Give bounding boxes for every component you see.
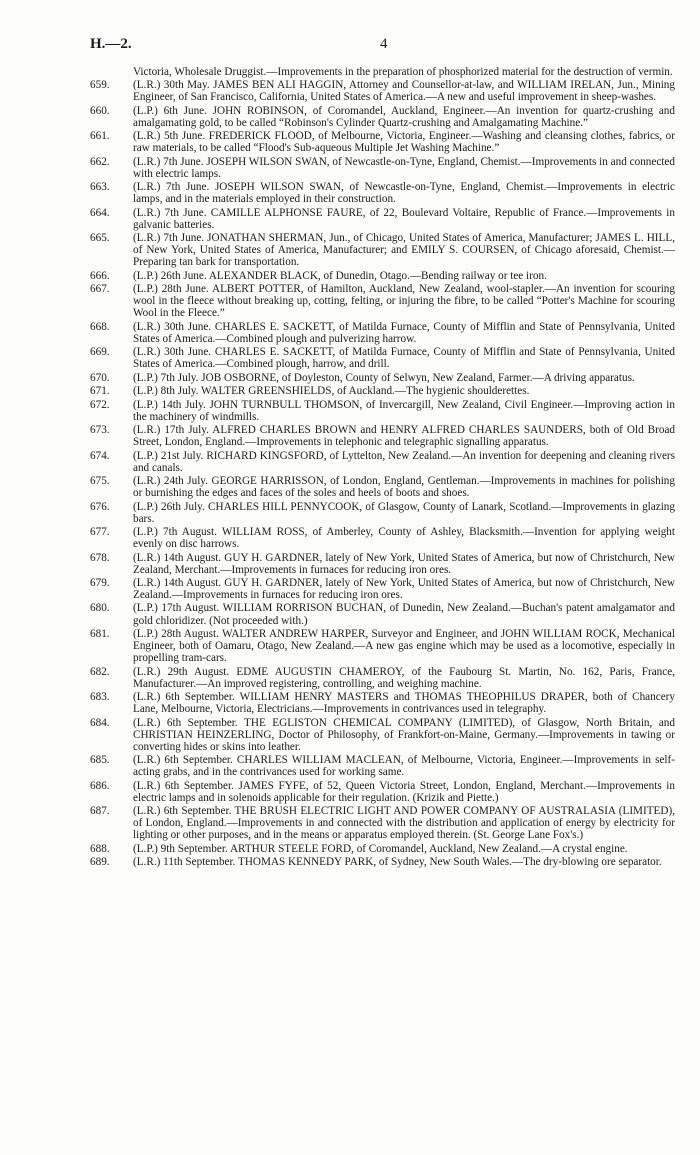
entry-number: 672. xyxy=(90,398,110,411)
entry-number: 682. xyxy=(90,665,110,678)
page-header xyxy=(90,36,620,56)
entry-number: 670. xyxy=(90,371,110,384)
entry-number: 669. xyxy=(90,346,110,359)
paper-code: H.—2. xyxy=(90,36,132,52)
list-item xyxy=(90,526,675,550)
entry-number: 667. xyxy=(90,283,110,296)
entry-number: 687. xyxy=(90,805,110,818)
entry-number: 686. xyxy=(90,779,110,792)
entry-text: (L.R.) 7th June. JOSEPH WILSON SWAN, of Newcastle-on-Tyne, England, Chemist.—Improvements in and connected with electric lamps. xyxy=(133,155,675,180)
entry-number: 676. xyxy=(90,500,110,513)
page-number: 4 xyxy=(380,36,388,52)
list-item xyxy=(90,501,675,525)
list-item xyxy=(90,270,675,282)
entry-number: 671. xyxy=(90,385,110,398)
entry-text: (L.R.) 6th September. CHARLES WILLIAM MACLEAN, of Melbourne, Victoria, Engineer.—Improvements in self-acting grabs, and in the contrivances used for working same. xyxy=(133,754,675,779)
list-item xyxy=(90,691,675,715)
list-item xyxy=(90,283,675,319)
entry-text: (L.R.) 29th August. EDME AUGUSTIN CHAMEROY, of the Faubourg St. Martin, No. 162, Paris, France, Manufacturer.—An improved registering, controlling, and weighing machine. xyxy=(133,665,675,690)
entry-number: 681. xyxy=(90,627,110,640)
entry-number: 666. xyxy=(90,269,110,282)
entry-text: (L.R.) 7th June. JONATHAN SHERMAN, Jun., of Chicago, United States of America, Manufacturer; JAMES L. HILL, of New York, United States of America, Manufacturer; and EMILY S. COURSEN, of Chicago aforesaid, Chemist.—Preparing tan bark for transportation. xyxy=(133,232,675,269)
entry-number: 678. xyxy=(90,551,110,564)
entry-number: 684. xyxy=(90,716,110,729)
list-item xyxy=(90,207,675,231)
entry-text: (L.R.) 30th June. CHARLES E. SACKETT, of Matilda Furnace, County of Mifflin and State of Pennsylvania, United States of America.—Combined plough, harrow, and drill. xyxy=(133,346,675,371)
entry-text: (L.R.) 6th September. THE BRUSH ELECTRIC LIGHT AND POWER COMPANY OF AUSTRALASIA (LIMITED), of London, England.—Improvements in and connected with the distribution and application of energy by electricity for lighting or other purposes, and in the means or apparatus employed therein. (St. George Lane Fox's.) xyxy=(133,805,675,842)
entry-number: 660. xyxy=(90,104,110,117)
list-item xyxy=(90,666,675,690)
entry-number: 683. xyxy=(90,691,110,704)
entry-number: 674. xyxy=(90,449,110,462)
list-item xyxy=(90,156,675,180)
entry-text: (L.R.) 14th August. GUY H. GARDNER, lately of New York, United States of America, but now of Christchurch, New Zealand.—Improvements in furnaces for reducing iron ores. xyxy=(133,576,675,602)
entry-text: (L.P.) 7th August. WILLIAM ROSS, of Amberley, County of Ashley, Blacksmith.—Invention for applying weight evenly on disc harrows. xyxy=(133,526,675,551)
entry-text: (L.P.) 26th June. ALEXANDER BLACK, of Dunedin, Otago.—Bending railway or tee iron. xyxy=(133,269,547,282)
entry-text: (L.R.) 30th June. CHARLES E. SACKETT, of Matilda Furnace, County of Mifflin and State of Pennsylvania, United States of America.—Combined plough and pulverizing harrow. xyxy=(133,320,675,345)
entry-number: 664. xyxy=(90,206,110,219)
list-item xyxy=(90,856,675,868)
entry-text: (L.P.) 8th July. WALTER GREENSHIELDS, of Auckland.—The hygienic shoulderettes. xyxy=(133,385,530,398)
entry-text: (L.P.) 21st July. RICHARD KINGSFORD, of Lyttelton, New Zealand.—An invention for deepening and cleaning rivers and canals. xyxy=(133,449,675,474)
entry-number: 680. xyxy=(90,602,110,615)
entry-number: 662. xyxy=(90,155,110,168)
entry-number: 677. xyxy=(90,526,110,539)
entry-text: (L.R.) 6th September. JAMES FYFE, of 52, Queen Victoria Street, London, England, Merchant.—Improvements in electric lamps and in solenoids applicable for their regulation. (Krizik and Piette.) xyxy=(133,779,675,804)
list-item xyxy=(90,843,675,855)
list-item xyxy=(90,105,675,129)
list-item xyxy=(90,79,675,103)
entry-text: (L.P.) 26th July. CHARLES HILL PENNYCOOK, of Glasgow, County of Lanark, Scotland.—Improvements in glazing bars. xyxy=(133,500,675,525)
entry-text: (L.R.) 14th August. GUY H. GARDNER, lately of New York, United States of America, but now of Christchurch, New Zealand, Merchant.—Improvements in furnaces for reducing iron ores. xyxy=(133,551,675,576)
entry-text: (L.R.) 5th June. FREDERICK FLOOD, of Melbourne, Victoria, Engineer.—Washing and cleansing clothes, fabrics, or raw materials, to be called “Flood's Sub-aqueous Multiple Jet Washing Machine.” xyxy=(133,130,675,155)
entry-number: 665. xyxy=(90,232,110,245)
patent-list xyxy=(90,66,675,869)
entry-text: (L.R.) 30th May. JAMES BEN ALI HAGGIN, Attorney and Counsellor-at-law, and WILLIAM IRELAN, Jun., Mining Engineer, of San Francisco, California, United States of America.—A new and useful improvement in sheep-washes. xyxy=(133,79,675,104)
entry-text: (L.P.) 28th June. ALBERT POTTER, of Hamilton, Auckland, New Zealand, wool-stapler.—An invention for scouring wool in the fleece without breaking up, cotting, felting, or injuring the fibre, to be called “Potter's Machine for scouring Wool in the Fleece.” xyxy=(133,283,675,320)
list-item xyxy=(90,181,675,205)
list-item xyxy=(90,780,675,804)
entry-text: (L.P.) 7th July. JOB OSBORNE, of Doyleston, County of Selwyn, New Zealand, Farmer.—A driving apparatus. xyxy=(133,371,635,384)
list-item xyxy=(90,602,675,626)
list-item xyxy=(90,130,675,154)
entry-text: (L.R.) 6th September. THE EGLISTON CHEMICAL COMPANY (LIMITED), of Glasgow, North Britain, and CHRISTIAN HEINZERLING, Doctor of Philosophy, of Frankfort-on-Maine, Germany.—Improvements in tawing or converting hides or skins into leather. xyxy=(133,716,675,753)
list-item xyxy=(90,232,675,268)
list-item xyxy=(90,450,675,474)
list-item xyxy=(90,552,675,576)
entry-number: 675. xyxy=(90,475,110,488)
list-item xyxy=(90,321,675,345)
list-item xyxy=(90,372,675,384)
list-item xyxy=(90,577,675,601)
entry-text: Victoria, Wholesale Druggist.—Improvements in the preparation of phosphorized material for the destruction of vermin. xyxy=(133,66,673,78)
entry-number: 679. xyxy=(90,576,110,589)
entry-number: 668. xyxy=(90,320,110,333)
entry-number: 688. xyxy=(90,842,110,855)
list-item xyxy=(90,754,675,778)
entry-number: 673. xyxy=(90,424,110,437)
list-item xyxy=(90,424,675,448)
list-item xyxy=(90,805,675,841)
list-item xyxy=(90,385,675,397)
list-item xyxy=(90,475,675,499)
list-item xyxy=(90,628,675,664)
list-item xyxy=(90,717,675,753)
entry-text: (L.R.) 7th June. CAMILLE ALPHONSE FAURE, of 22, Boulevard Voltaire, Republic of France.—Improvements in galvanic batteries. xyxy=(133,206,675,231)
list-item xyxy=(90,66,675,78)
entry-text: (L.R.) 24th July. GEORGE HARRISSON, of London, England, Gentleman.—Improvements in machines for polishing or burnishing the edges and faces of the soles and heels of boots and shoes. xyxy=(133,475,675,500)
entry-text: (L.R.) 11th September. THOMAS KENNEDY PARK, of Sydney, New South Wales.—The dry-blowing ore separator. xyxy=(133,856,662,869)
entry-number: 659. xyxy=(90,79,110,92)
list-item xyxy=(90,346,675,370)
entry-text: (L.P.) 17th August. WILLIAM RORRISON BUCHAN, of Dunedin, New Zealand.—Buchan's patent amalgamator and gold chloridizer. (Not proceeded with.) xyxy=(133,602,675,627)
entry-number: 663. xyxy=(90,181,110,194)
entry-text: (L.R.) 17th July. ALFRED CHARLES BROWN and HENRY ALFRED CHARLES SAUNDERS, both of Old Broad Street, London, England.—Improvements in telephonic and telegraphic signalling apparatus. xyxy=(133,424,675,449)
entry-number: 685. xyxy=(90,754,110,767)
entry-number: 661. xyxy=(90,130,110,143)
entry-text: (L.P.) 28th August. WALTER ANDREW HARPER, Surveyor and Engineer, and JOHN WILLIAM ROCK, Mechanical Engineer, both of Oamaru, Otago, New Zealand.—A new gas engine which may be used as a locomotive, especially in propelling tram-cars. xyxy=(133,627,675,665)
entry-number: 689. xyxy=(90,856,110,869)
entry-text: (L.P.) 6th June. JOHN ROBINSON, of Coromandel, Auckland, Engineer.—An invention for quartz-crushing and amalgamating gold, to be called “Robinson's Cylinder Quartz-crushing and Amalgamating Machine.” xyxy=(133,104,675,129)
entry-text: (L.R.) 6th September. WILLIAM HENRY MASTERS and THOMAS THEOPHILUS DRAPER, both of Chancery Lane, Melbourne, Victoria, Electricians.—Improvements in contrivances used in telegraphy. xyxy=(133,691,675,716)
entry-text: (L.P.) 9th September. ARTHUR STEELE FORD, of Coromandel, Auckland, New Zealand.—A crystal engine. xyxy=(133,842,628,855)
entry-text: (L.R.) 7th June. JOSEPH WILSON SWAN, of Newcastle-on-Tyne, England, Chemist.—Improvements in electric lamps, and in the materials employed in their construction. xyxy=(133,181,675,206)
entry-text: (L.P.) 14th July. JOHN TURNBULL THOMSON, of Invercargill, New Zealand, Civil Engineer.—Improving action in the machinery of windmills. xyxy=(133,398,675,423)
list-item xyxy=(90,399,675,423)
